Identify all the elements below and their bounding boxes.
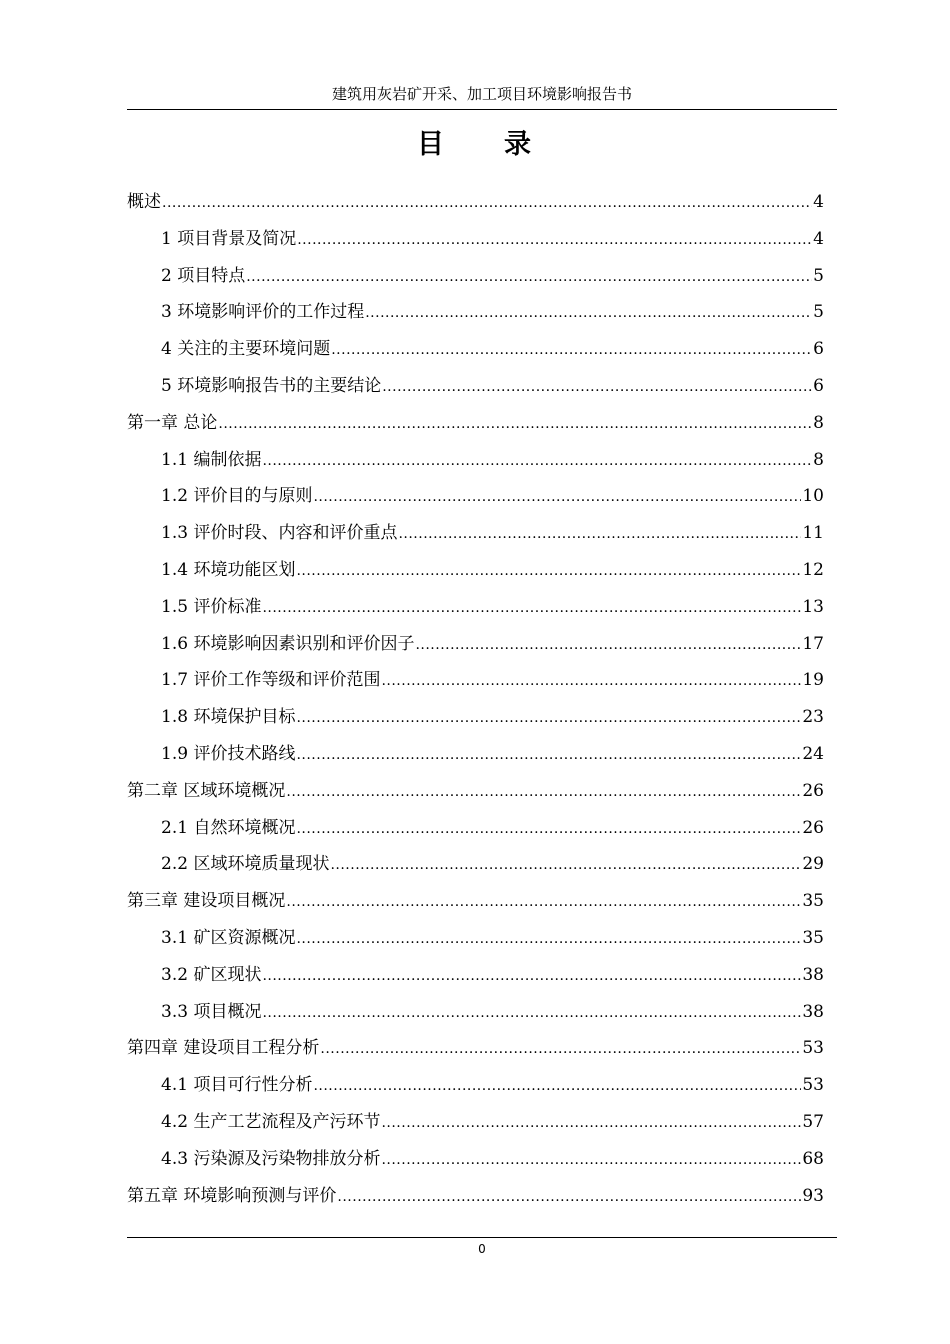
toc-entry-label: 1.1 编制依据 [161,449,262,470]
toc-entry-page: 23 [802,707,824,728]
toc-entry[interactable] [127,331,824,368]
toc-entry-page: 6 [813,375,824,396]
toc-entry-page: 93 [802,1185,824,1206]
footer-rule [127,1237,837,1238]
header-rule [127,109,837,110]
toc-dot-leader [382,369,812,406]
toc-entry-label: 1.6 环境影响因素识别和评价因子 [161,633,415,654]
toc-entry[interactable] [127,515,824,552]
toc-dot-leader [296,921,801,958]
toc-entry[interactable] [127,368,824,405]
toc-dot-leader [320,1031,801,1068]
toc-entry-label: 4.2 生产工艺流程及产污环节 [161,1111,381,1132]
toc-entry-page: 29 [802,854,824,875]
toc-entry-page: 19 [802,670,824,691]
toc-entry-label: 3.3 项目概况 [161,1001,262,1022]
toc-entry-page: 35 [802,891,824,912]
toc-entry[interactable] [127,258,824,295]
toc-dot-leader [296,737,801,774]
toc-entry-label: 第二章 区域环境概况 [127,780,286,801]
toc-entry-label: 第三章 建设项目概况 [127,891,286,912]
toc-dot-leader [286,774,801,811]
toc-entry[interactable] [127,1067,824,1104]
toc-dot-leader [162,185,812,222]
toc-entry[interactable] [127,589,824,626]
toc-dot-leader [398,516,801,553]
toc-entry-page: 26 [802,817,824,838]
toc-entry-page: 10 [802,486,824,507]
toc-entry-page: 38 [802,1001,824,1022]
toc-dot-leader [286,884,801,921]
toc-entry[interactable] [127,626,824,663]
toc-dot-leader [296,700,801,737]
toc-entry-label: 第四章 建设项目工程分析 [127,1038,320,1059]
toc-entry-page: 4 [813,228,824,249]
toc-title: 目 录 [417,129,533,160]
toc-entry[interactable] [127,552,824,589]
toc-dot-leader [365,295,812,332]
toc-entry-page: 17 [802,633,824,654]
toc-entry-page: 38 [802,964,824,985]
toc-entry-page: 6 [813,339,824,360]
toc-entry[interactable] [127,478,824,515]
toc-entry[interactable] [127,699,824,736]
toc-entry-page: 12 [802,559,824,580]
toc-entry[interactable] [127,184,824,221]
toc-entry-label: 3 环境影响评价的工作过程 [161,302,365,323]
toc-dot-leader [337,1179,801,1216]
toc-entry-page: 57 [802,1111,824,1132]
toc-entry-label: 2 项目特点 [161,265,246,286]
toc-entry[interactable] [127,405,824,442]
toc-entry-page: 26 [802,780,824,801]
toc-entry-label: 4.1 项目可行性分析 [161,1075,313,1096]
toc-dot-leader [297,222,812,259]
toc-entry[interactable] [127,810,824,847]
page-number: 0 [478,1242,486,1256]
toc-entry-page: 8 [813,449,824,470]
table-of-contents [127,184,824,1214]
toc-dot-leader [330,847,801,884]
toc-entry-label: 2.2 区域环境质量现状 [161,854,330,875]
toc-entry-label: 3.1 矿区资源概况 [161,927,296,948]
toc-entry-page: 53 [802,1038,824,1059]
toc-entry-page: 5 [813,302,824,323]
toc-entry-label: 1.8 环境保护目标 [161,707,296,728]
toc-dot-leader [331,332,812,369]
toc-entry-label: 4 关注的主要环境问题 [161,339,331,360]
toc-entry-label: 3.2 矿区现状 [161,964,262,985]
toc-dot-leader [296,553,801,590]
toc-entry-page: 35 [802,927,824,948]
toc-dot-leader [381,1105,801,1142]
toc-entry-label: 1.9 评价技术路线 [161,743,296,764]
toc-entry-label: 1.2 评价目的与原则 [161,486,313,507]
toc-entry[interactable] [127,1104,824,1141]
toc-dot-leader [313,479,801,516]
toc-entry[interactable] [127,442,824,479]
toc-dot-leader [296,811,801,848]
toc-entry[interactable] [127,773,824,810]
toc-entry-label: 第一章 总论 [127,412,218,433]
toc-entry-label: 1.7 评价工作等级和评价范围 [161,670,381,691]
toc-entry-page: 5 [813,265,824,286]
toc-entry-label: 5 环境影响报告书的主要结论 [161,375,382,396]
toc-entry[interactable] [127,1141,824,1178]
toc-entry-label: 2.1 自然环境概况 [161,817,296,838]
toc-dot-leader [381,663,801,700]
toc-entry[interactable] [127,1178,824,1215]
toc-dot-leader [415,627,801,664]
toc-entry-label: 第五章 环境影响预测与评价 [127,1185,337,1206]
toc-dot-leader [246,259,812,296]
toc-entry[interactable] [127,662,824,699]
toc-entry-label: 1.5 评价标准 [161,596,262,617]
toc-entry-page: 53 [802,1075,824,1096]
toc-dot-leader [218,406,812,443]
toc-entry-label: 概述 [127,192,161,212]
toc-entry-page: 68 [802,1148,824,1169]
toc-dot-leader [262,443,812,480]
toc-entry[interactable] [127,294,824,331]
toc-entry-page: 4 [813,192,824,212]
toc-entry-page: 8 [813,412,824,433]
toc-dot-leader [262,958,801,995]
toc-entry[interactable] [127,846,824,883]
toc-entry-page: 13 [802,596,824,617]
toc-entry[interactable] [127,920,824,957]
toc-entry[interactable] [127,221,824,258]
toc-dot-leader [381,1142,801,1179]
toc-dot-leader [313,1068,801,1105]
toc-entry-label: 4.3 污染源及污染物排放分析 [161,1148,381,1169]
toc-entry-label: 1.3 评价时段、内容和评价重点 [161,523,398,544]
toc-entry-label: 1.4 环境功能区划 [161,559,296,580]
toc-entry[interactable] [127,883,824,920]
toc-dot-leader [262,590,801,627]
toc-entry-page: 11 [802,523,824,544]
toc-entry[interactable] [127,994,824,1031]
toc-entry-page: 24 [802,743,824,764]
toc-dot-leader [262,995,801,1032]
toc-entry[interactable] [127,1030,824,1067]
page-header: 建筑用灰岩矿开采、加工项目环境影响报告书 [331,85,632,103]
toc-entry-label: 1 项目背景及简况 [161,228,297,249]
toc-entry[interactable] [127,736,824,773]
toc-entry[interactable] [127,957,824,994]
